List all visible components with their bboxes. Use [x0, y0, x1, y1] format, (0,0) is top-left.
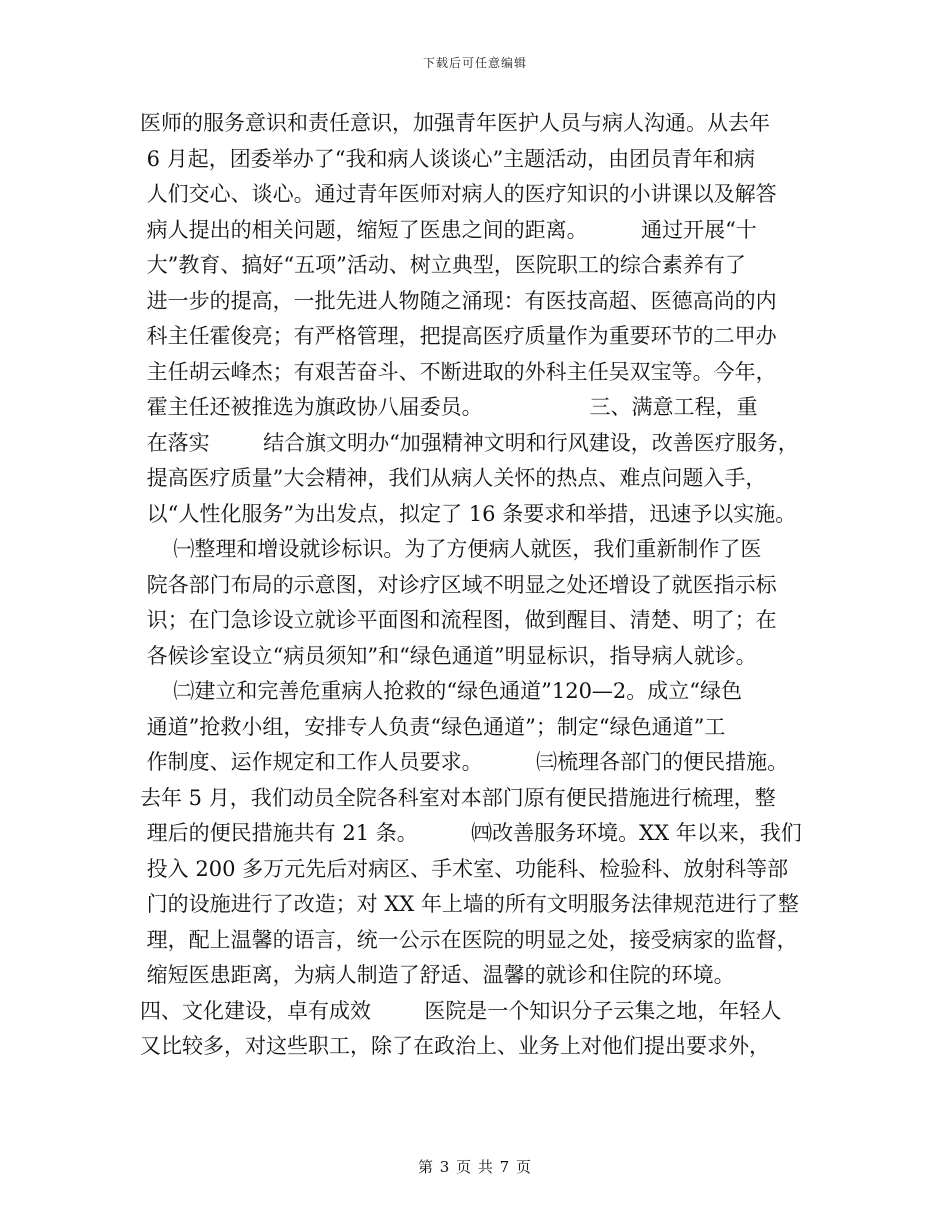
text-line: 在落实 结合旗文明办“加强精神文明和行风建设，改善医疗服务， — [140, 430, 799, 455]
text-line: 科主任霍俊亮；有严格管理，把提高医疗质量作为重要环节的二甲办 — [140, 324, 777, 348]
text-line: 人们交心、谈心。通过青年医师对病人的医疗知识的小讲课以及解答 — [140, 182, 777, 206]
text-line: 缩短医患距离，为病人制造了舒适、温馨的就诊和住院的环境。 — [140, 963, 735, 987]
text-line: 投入 200 多万元先后对病区、手术室、功能科、检验科、放射科等部 — [140, 856, 789, 881]
text-line: 又比较多，对这些职工，除了在政治上、业务上对他们提出要求外， — [140, 1034, 770, 1058]
text-line: 霍主任还被推选为旗政协八届委员。 三、满意工程，重 — [140, 395, 758, 419]
text-line: 去年 5 月，我们动员全院各科室对本部门原有便民措施进行梳理，整 — [140, 785, 776, 810]
text-line: 提高医疗质量”大会精神，我们从病人关怀的热点、难点问题入手， — [140, 466, 767, 490]
text-line: ㈡建立和完善危重病人抢救的“绿色通道”120—2。成立“绿色 — [140, 679, 743, 703]
page-header: 下载后可任意编辑 — [422, 56, 527, 70]
text-line: 门的设施进行了改造；对 XX 年上墙的所有文明服务法律规范进行了整 — [140, 892, 799, 916]
text-line: 理后的便民措施共有 21 条。 ㈣改善服务环境。XX 年以来，我们 — [140, 821, 802, 845]
text-line: 作制度、运作规定和工作人员要求。 ㈢梳理各部门的便民措施。 — [140, 750, 789, 774]
text-line: 大”教育、搞好“五项”活动、树立典型，医院职工的综合素养有了 — [140, 253, 746, 277]
text-line: 进一步的提高，一批先进人物随之涌现：有医技高超、医德高尚的内 — [140, 288, 777, 313]
page-footer: 第 3 页 共 7 页 — [418, 1158, 532, 1176]
text-line: 主任胡云峰杰；有艰苦奋斗、不断进取的外科主任吴双宝等。今年， — [140, 359, 777, 384]
text-line: 理，配上温馨的语言，统一公示在医院的明显之处，接受病家的监督， — [140, 927, 798, 952]
text-line: 识；在门急诊设立就诊平面图和流程图，做到醒目、清楚、明了；在 — [140, 608, 777, 632]
text-line: 院各部门布局的示意图，对诊疗区域不明显之处还增设了就医指示标 — [140, 572, 777, 597]
text-line: 各候诊室设立“病员须知”和“绿色通道”明显标识，指导病人就诊。 — [140, 643, 757, 668]
text-line: 以“人性化服务”为出发点，拟定了 16 条要求和举措，迅速予以实施。 — [140, 501, 797, 526]
text-line: 病人提出的相关问题，缩短了医患之间的距离。 通过开展“十 — [140, 217, 757, 242]
text-line: 四、文化建设，卓有成效 医院是一个知识分子云集之地，年轻人 — [140, 998, 782, 1023]
text-line: 6 月起，团委举办了“我和病人谈谈心”主题活动，由团员青年和病 — [140, 146, 756, 171]
text-line: ㈠整理和增设就诊标识。为了方便病人就医，我们重新制作了医 — [140, 537, 762, 561]
document-body — [140, 106, 830, 1065]
text-line: 医师的服务意识和责任意识，加强青年医护人员与病人沟通。从去年 — [140, 111, 770, 135]
text-line: 通道”抢救小组，安排专人负责“绿色通道”；制定“绿色通道”工 — [140, 714, 726, 739]
